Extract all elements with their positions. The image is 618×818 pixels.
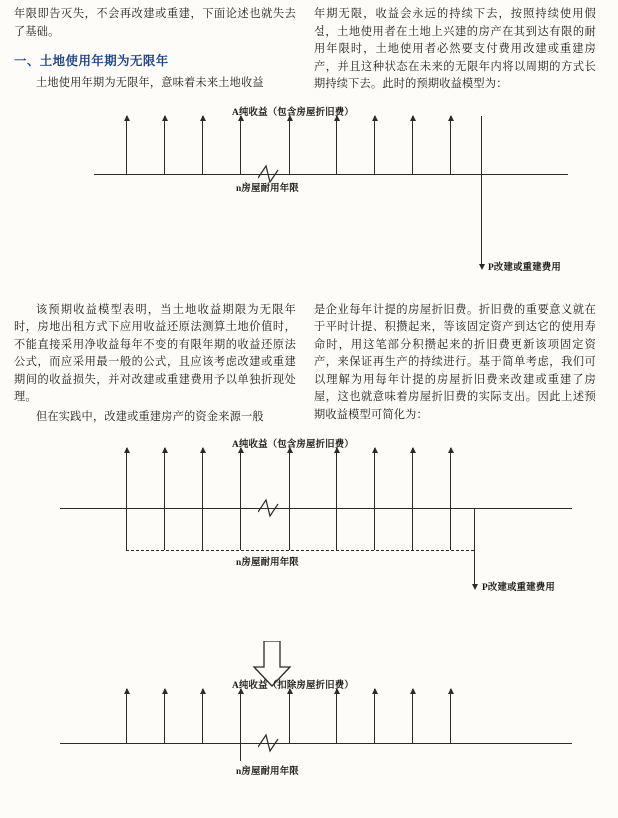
figure-1-arrow-8 bbox=[412, 116, 413, 174]
figure-2-drop-4 bbox=[240, 508, 241, 550]
figure-1-arrow-4 bbox=[240, 116, 241, 174]
figure-2-arrow-9 bbox=[450, 448, 451, 508]
figure-3-caption: A纯收益（扣除房屋折旧费） bbox=[232, 681, 354, 691]
figure-1 bbox=[14, 100, 604, 308]
figure-3-arrow-1 bbox=[126, 689, 127, 743]
figure-2-down-arrow bbox=[474, 508, 475, 584]
figure-1-arrow-9 bbox=[450, 116, 451, 174]
figure-2-arrow-4 bbox=[240, 448, 241, 508]
figure-2-arrow-6 bbox=[336, 448, 337, 508]
figure-3-axis bbox=[60, 743, 572, 744]
left-column-middle bbox=[14, 302, 296, 429]
figure-1-axis bbox=[94, 174, 568, 175]
figure-3-arrow-4 bbox=[240, 689, 241, 743]
figure-1-arrow-6 bbox=[336, 116, 337, 174]
figure-2-arrow-8 bbox=[412, 448, 413, 508]
figure-2-axis bbox=[60, 508, 572, 509]
right-paragraph-mid: 是企业每年计提的房屋折旧费。折旧费的重要意义就在于平时计提、积攒起来，等该固定资产到达它的使用寿命时，用这笔部分积攒起来的折旧费更新该项固定资产，来保证再生产的持续进行。基于简单考虑，我们可以理解为用每年计提的房屋折旧费来改建或重建了房屋，这也就意味着房屋折旧费的实际支出。因此上述预期收益模型可简化为： bbox=[314, 303, 596, 421]
top-columns bbox=[14, 6, 604, 96]
left-column-top bbox=[14, 6, 296, 96]
figure-2-axis-break bbox=[258, 498, 280, 516]
right-column-top bbox=[314, 6, 596, 96]
left-paragraph-mid-1: 该预期收益模型表明，当土地收益期限为无限年时，房地出租方式下应用收益还原法测算土地价值时，不能直接采用净收益每年不变的有限年期的收益还原法公式，而应采用最一般的公式，且应该考虑改建或重建期间的收益损失，并对改建或重建费用予以单独折现处理。 bbox=[14, 303, 296, 403]
figure-2-arrow-7 bbox=[374, 448, 375, 508]
middle-columns bbox=[14, 302, 604, 429]
figure-3-arrow-6 bbox=[336, 689, 337, 743]
figure-3-arrow-5 bbox=[289, 689, 290, 743]
figure-1-arrow-2 bbox=[164, 116, 165, 174]
left-paragraph-top: 年限即告灭失，不会再改建或重建，下面论述也就失去了基础。 bbox=[14, 8, 296, 38]
figure-3-arrow-2 bbox=[164, 689, 165, 743]
figure-2-caption: A纯收益（包含房屋折旧费） bbox=[232, 440, 354, 450]
figure-2-drop-1 bbox=[126, 508, 127, 550]
figure-1-arrow-1 bbox=[126, 116, 127, 174]
figure-1-arrow-7 bbox=[374, 116, 375, 174]
figure-1-axis-label: n房屋耐用年限 bbox=[236, 183, 299, 194]
figure-1-arrow-3 bbox=[202, 116, 203, 174]
figure-1-caption: A纯收益（包含房屋折旧费） bbox=[232, 107, 354, 118]
figure-2-arrow-2 bbox=[164, 448, 165, 508]
figure-2-arrow-5 bbox=[289, 448, 290, 508]
figure-2 bbox=[14, 434, 604, 629]
figure-2-drop-7 bbox=[374, 508, 375, 550]
figure-1-down-label: P改建或重建费用 bbox=[488, 262, 561, 273]
figure-2-drop-9 bbox=[450, 508, 451, 550]
figure-2-down-label: P改建或重建费用 bbox=[482, 583, 555, 593]
figure-3-arrow-8 bbox=[412, 689, 413, 743]
figure-3 bbox=[14, 677, 604, 797]
figure-3-drop-1 bbox=[240, 743, 241, 761]
figure-3-arrow-9 bbox=[450, 689, 451, 743]
figure-3-axis-break bbox=[258, 733, 280, 751]
figure-3-arrow-3 bbox=[202, 689, 203, 743]
left-paragraph-after-heading: 土地使用年期为无限年，意味着未来土地收益 bbox=[36, 77, 264, 89]
figure-2-arrow-1 bbox=[126, 448, 127, 508]
right-paragraph-top: 年期无限，收益会永远的持续下去，按照持续使用假설，土地使用者在土地上兴建的房产在其到达有限的耐用年限时，土地使用者必然要支付费用改建或重建房产，并且这种状态在未来的无限年内将以周期的方式长期持续下去。此时的预期收益模型为： bbox=[314, 8, 596, 90]
figure-2-drop-5 bbox=[289, 508, 290, 550]
figure-3-axis-label: n房屋耐用年限 bbox=[236, 767, 299, 777]
figure-2-arrow-3 bbox=[202, 448, 203, 508]
figure-2-drop-6 bbox=[336, 508, 337, 550]
figure-2-drop-2 bbox=[164, 508, 165, 550]
figure-1-down-arrow bbox=[481, 116, 482, 264]
left-paragraph-mid-2: 但在实践中，改建或重建房产的资金来源一般 bbox=[36, 410, 264, 423]
figure-2-dashed-line bbox=[126, 550, 474, 551]
figure-2-axis-label: n房屋耐用年限 bbox=[236, 558, 299, 568]
figure-1-arrow-5 bbox=[289, 116, 290, 174]
figure-3-arrow-7 bbox=[374, 689, 375, 743]
right-column-middle bbox=[314, 302, 596, 429]
section-heading: 一、土地使用年期为无限年 bbox=[14, 54, 169, 68]
figure-2-drop-3 bbox=[202, 508, 203, 550]
figure-2-drop-8 bbox=[412, 508, 413, 550]
